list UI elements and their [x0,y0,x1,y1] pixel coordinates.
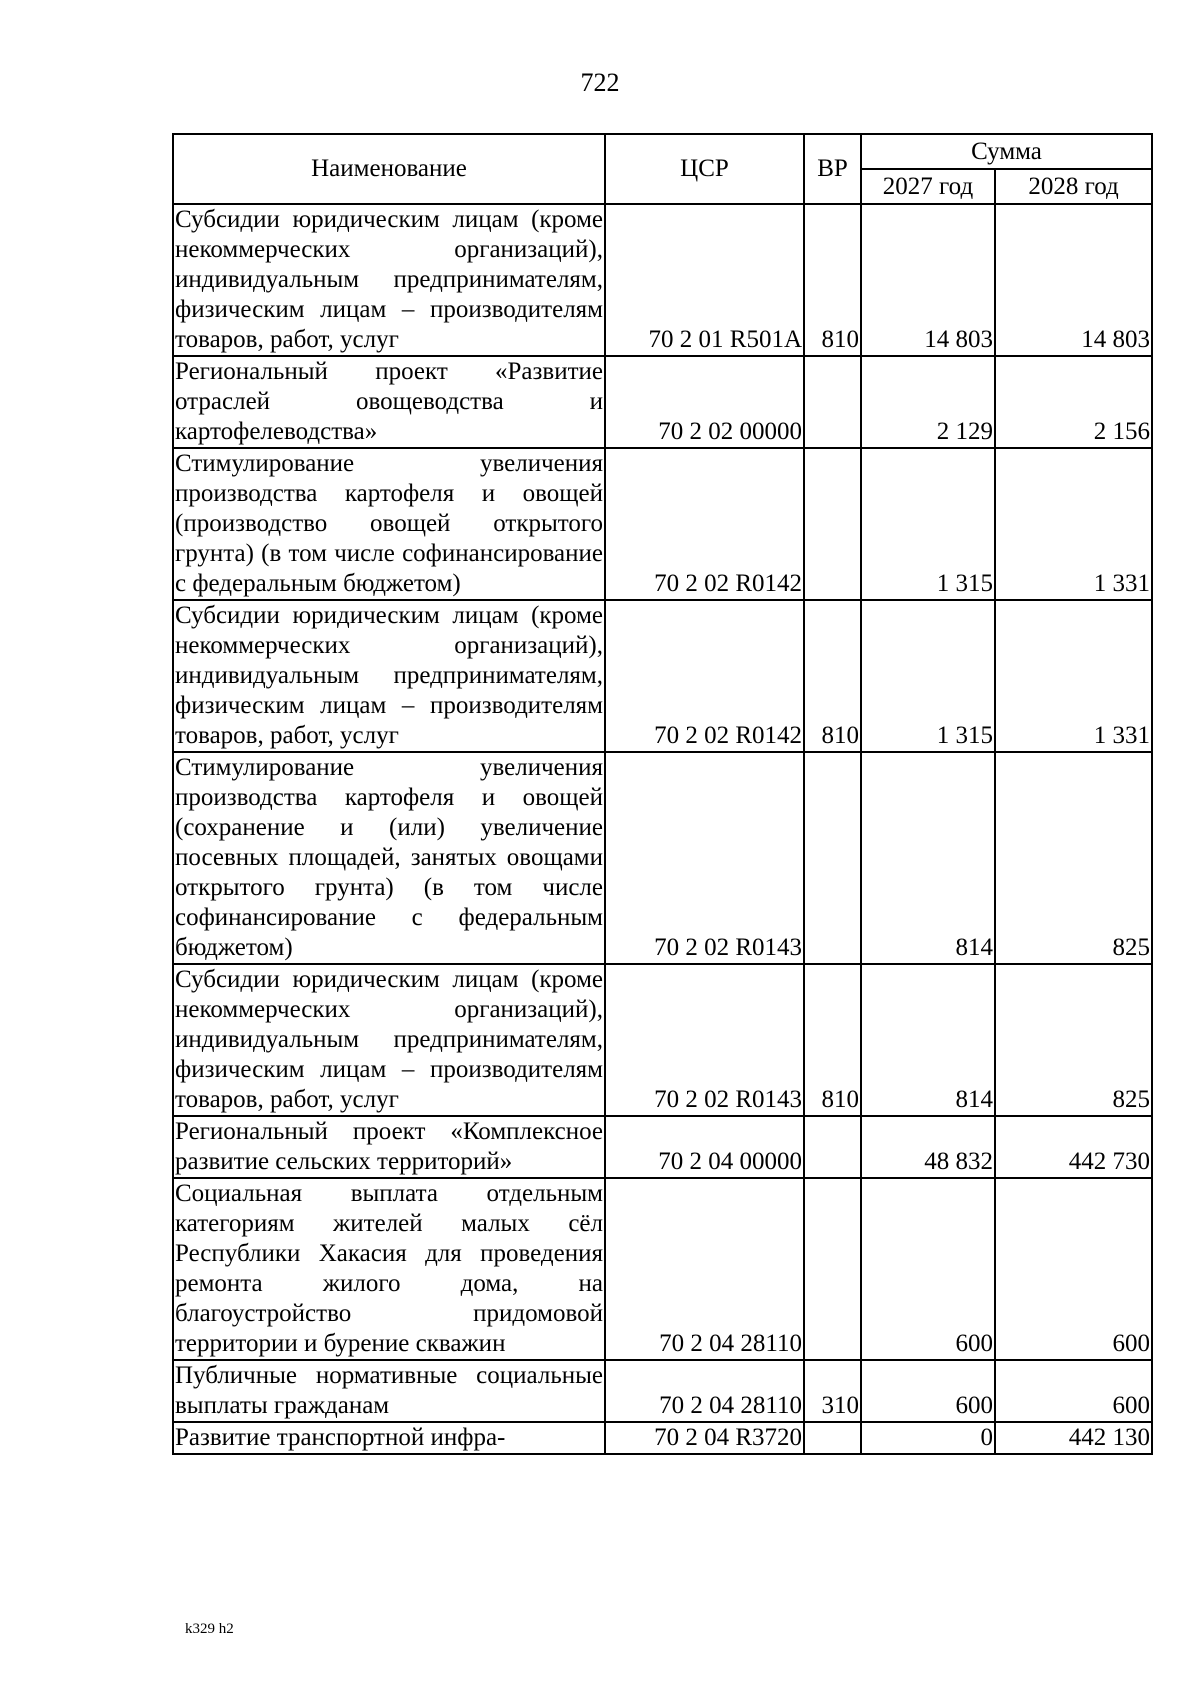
row-sum-2028: 1 331 [995,448,1152,600]
row-csr: 70 2 04 28110 [605,1178,804,1360]
row-name: Региональный проект «Комплексное развитие сельских территорий» [173,1116,605,1178]
header-year-2028: 2028 год [995,169,1152,204]
row-name: Региональный проект «Развитие отраслей овощеводства и картофелеводства» [173,356,605,448]
row-vr [804,752,861,964]
row-sum-2028: 600 [995,1178,1152,1360]
row-sum-2027: 2 129 [861,356,995,448]
table-body [173,204,1152,1454]
row-sum-2027: 814 [861,964,995,1116]
row-sum-2028: 825 [995,752,1152,964]
row-sum-2027: 14 803 [861,204,995,356]
footer-document-code: k329 h2 [185,1621,234,1637]
row-sum-2028: 442 130 [995,1422,1152,1454]
row-csr: 70 2 02 R0142 [605,448,804,600]
row-sum-2027: 0 [861,1422,995,1454]
row-csr: 70 2 04 00000 [605,1116,804,1178]
header-name: Наименование [173,134,605,204]
table-row [173,1422,1152,1454]
row-csr: 70 2 02 R0143 [605,964,804,1116]
table-header [173,134,1152,204]
header-sum: Сумма [861,134,1152,169]
row-vr [804,356,861,448]
row-sum-2028: 825 [995,964,1152,1116]
budget-table [172,133,1153,1455]
table-row [173,600,1152,752]
row-vr: 810 [804,600,861,752]
table-row [173,448,1152,600]
header-vr: ВР [804,134,861,204]
row-name: Стимулирование увеличения производства картофеля и овощей (сохранение и (или) увеличение посевных площадей, занятых овощами открытого грунта) (в том числе софинансирование с федеральным бюджетом) [173,752,605,964]
row-name: Развитие транспортной инфра- [173,1422,605,1454]
row-name: Стимулирование увеличения производства картофеля и овощей (производство овощей открытого грунта) (в том числе софинансирование с федеральным бюджетом) [173,448,605,600]
table-row [173,1360,1152,1422]
row-name: Социальная выплата отдельным категориям жителей малых сёл Республики Хакасия для проведения ремонта жилого дома, на благоустройство придомовой территории и бурение скважин [173,1178,605,1360]
table-row [173,356,1152,448]
row-name: Субсидии юридическим лицам (кроме некоммерческих организаций), индивидуальным предпринимателям, физическим лицам – производителям товаров, работ, услуг [173,964,605,1116]
table-row [173,964,1152,1116]
row-sum-2028: 1 331 [995,600,1152,752]
row-csr: 70 2 04 28110 [605,1360,804,1422]
row-name: Субсидии юридическим лицам (кроме некоммерческих организаций), индивидуальным предпринимателям, физическим лицам – производителям товаров, работ, услуг [173,600,605,752]
page-number: 722 [580,68,620,97]
row-sum-2028: 14 803 [995,204,1152,356]
table-row [173,1116,1152,1178]
row-vr [804,1178,861,1360]
row-sum-2027: 814 [861,752,995,964]
header-csr: ЦСР [605,134,804,204]
row-csr: 70 2 02 00000 [605,356,804,448]
row-sum-2028: 2 156 [995,356,1152,448]
row-sum-2027: 1 315 [861,448,995,600]
row-vr: 810 [804,964,861,1116]
row-vr [804,1116,861,1178]
row-sum-2027: 600 [861,1360,995,1422]
row-name: Публичные нормативные социальные выплаты гражданам [173,1360,605,1422]
row-vr: 310 [804,1360,861,1422]
row-sum-2028: 442 730 [995,1116,1152,1178]
row-sum-2027: 600 [861,1178,995,1360]
row-vr [804,448,861,600]
row-vr: 810 [804,204,861,356]
row-csr: 70 2 02 R0142 [605,600,804,752]
table-row [173,204,1152,356]
row-vr [804,1422,861,1454]
row-sum-2028: 600 [995,1360,1152,1422]
row-sum-2027: 1 315 [861,600,995,752]
table-row [173,1178,1152,1360]
table-row [173,752,1152,964]
row-sum-2027: 48 832 [861,1116,995,1178]
header-year-2027: 2027 год [861,169,995,204]
row-name: Субсидии юридическим лицам (кроме некоммерческих организаций), индивидуальным предпринимателям, физическим лицам – производителям товаров, работ, услуг [173,204,605,356]
row-csr: 70 2 02 R0143 [605,752,804,964]
row-csr: 70 2 04 R3720 [605,1422,804,1454]
row-csr: 70 2 01 R501A [605,204,804,356]
